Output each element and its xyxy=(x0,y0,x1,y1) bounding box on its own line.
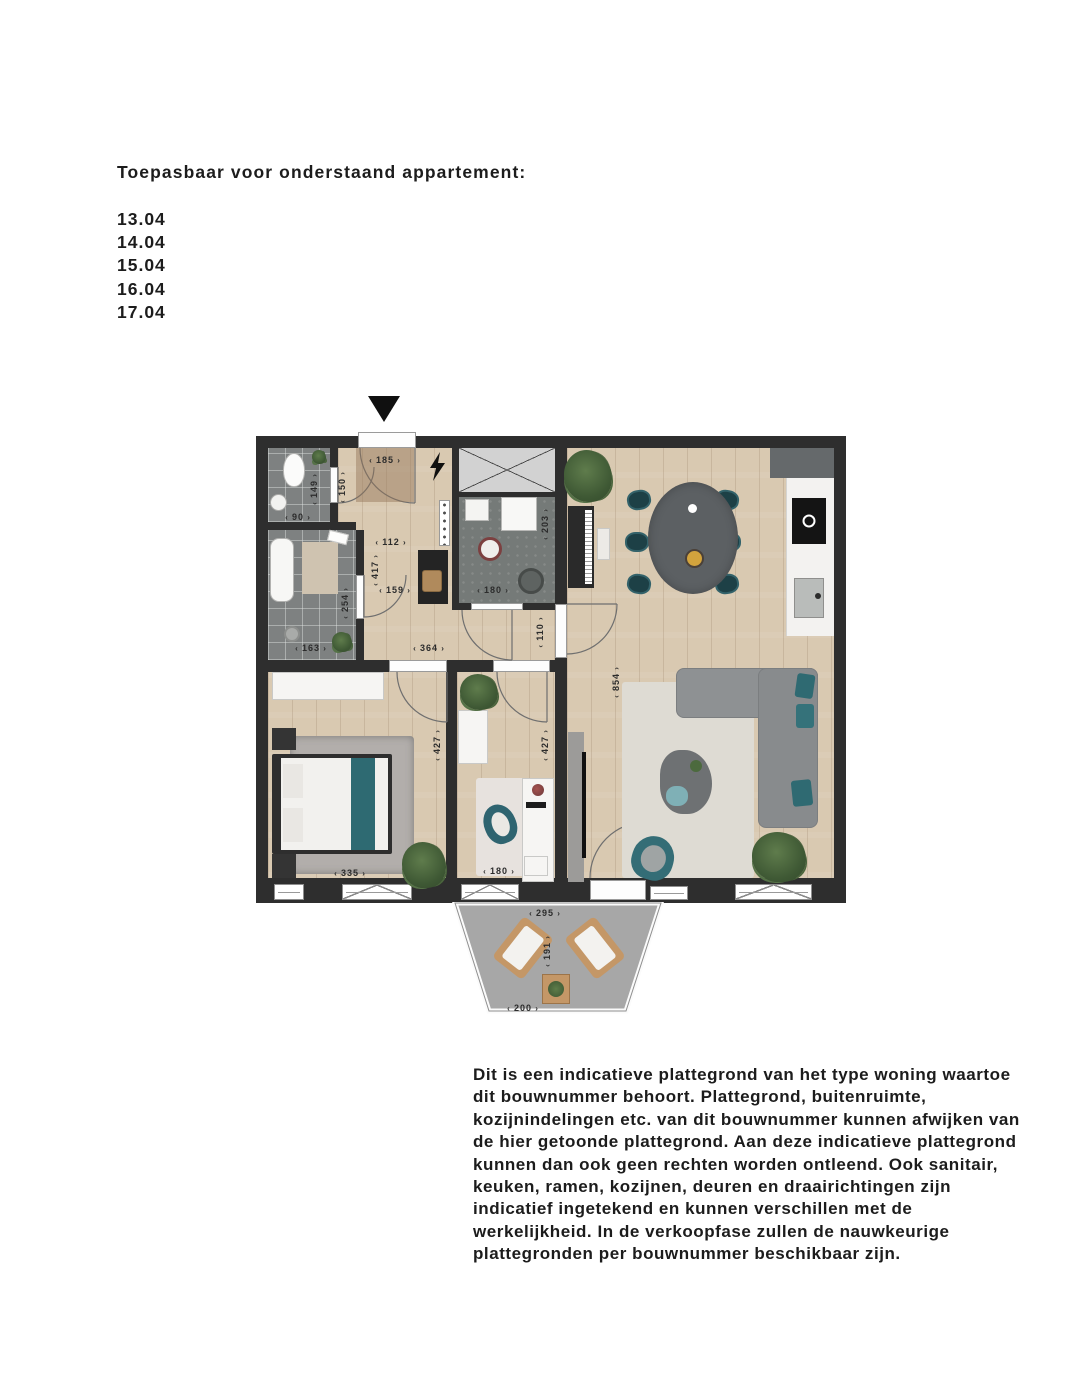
balcony-table xyxy=(542,974,570,1004)
dim-toilet-width: ‹ 90 › xyxy=(285,512,311,522)
wall xyxy=(356,530,364,575)
apartment-number-list xyxy=(117,208,166,324)
dim-living-doorway: ‹ 110 › xyxy=(535,616,545,647)
dim-hall-depth: ‹ 417 › xyxy=(370,554,380,586)
dim-bedroom-depth: ‹ 427 › xyxy=(432,729,442,761)
wall xyxy=(268,660,389,672)
dim-study-width: ‹ 180 › xyxy=(483,866,515,876)
dim-balcony-depth: ‹ 191 › xyxy=(542,935,552,967)
cooktop-dial xyxy=(803,515,816,528)
dim-utility-depth: ‹ 203 › xyxy=(540,508,550,540)
toilet xyxy=(283,453,305,487)
living-window xyxy=(650,886,688,900)
dim-entrance-width: ‹ 185 › xyxy=(369,455,401,465)
drawer-unit xyxy=(524,856,548,876)
piano-bench xyxy=(597,528,610,560)
utility-door-swing xyxy=(462,610,512,660)
dim-bathroom-depth: ‹ 254 › xyxy=(340,587,350,619)
piano xyxy=(568,506,594,588)
plant xyxy=(564,450,612,502)
dining-chair xyxy=(625,532,649,552)
dim-balcony-width-bottom: ‹ 200 › xyxy=(507,1003,539,1013)
entrance-arrow-icon xyxy=(368,396,400,422)
living-door-swing xyxy=(567,604,617,654)
dim-utility-width: ‹ 180 › xyxy=(477,585,509,595)
apartment-number: 17.04 xyxy=(117,301,166,322)
hall-radiator xyxy=(439,500,450,546)
plant xyxy=(752,832,806,882)
living-window-folding xyxy=(735,884,812,900)
plant xyxy=(312,450,326,464)
plant xyxy=(460,674,498,710)
wardrobe xyxy=(272,672,384,700)
study-door-swing xyxy=(497,672,547,722)
cooktop xyxy=(792,498,826,544)
monitor xyxy=(526,802,546,808)
wall xyxy=(523,603,555,610)
bedroom-window-folding xyxy=(342,884,412,900)
desk-flowers xyxy=(532,784,544,796)
balcony xyxy=(440,902,680,1014)
nightstand xyxy=(272,854,296,878)
table-plant xyxy=(690,760,702,772)
dryer xyxy=(501,497,537,531)
fruit-bowl xyxy=(685,549,704,568)
dim-hall-width-mid: ‹ 159 › xyxy=(379,585,411,595)
bath-mat xyxy=(302,542,338,594)
bedroom-door-frame xyxy=(389,660,447,672)
sofa-pillow xyxy=(794,673,815,699)
page-title: Toepasbaar voor onderstaand appartement: xyxy=(117,162,527,182)
bedroom-door-swing xyxy=(397,672,447,722)
plant xyxy=(402,842,446,888)
study-door-frame xyxy=(493,660,550,672)
basket xyxy=(422,570,442,592)
armchair-cushion xyxy=(638,842,669,875)
wall xyxy=(452,448,459,610)
wall xyxy=(447,660,493,672)
bathtub xyxy=(270,538,294,602)
tv xyxy=(582,752,586,858)
dim-hall-width-top: ‹ 112 › xyxy=(375,537,406,547)
study-panel xyxy=(458,710,488,764)
balcony-plant xyxy=(548,981,564,997)
living-door-frame xyxy=(555,604,567,658)
study-window-folding xyxy=(461,884,519,900)
utility-door-frame xyxy=(471,603,523,610)
dim-bedroom-width: ‹ 335 › xyxy=(334,868,366,878)
bed xyxy=(272,754,392,854)
dim-bathroom-width: ‹ 163 › xyxy=(295,643,327,653)
wall xyxy=(555,658,567,878)
dim-hall-entry-depth: ‹ 150 › xyxy=(337,471,347,503)
cup xyxy=(688,504,697,513)
disclaimer-text: Dit is een indicatieve plattegrond van het type woning waartoe dit bouwnummer behoort. Plattegrond, buitenruimte, kozijnindelingen etc. van dit bouwnummer kunnen afwijken van de hier getoonde plattegrond. Aan deze indicatieve plattegrond kunnen dan ook geen rechten worden ontleend. Ook sanitair, keuken, ramen, kozijnen, deuren en draairichtingen zijn indicatief ingetekend en kunnen verschillen met de werkelijkheid. In de verkoopfase zullen de nauwkeurige plattegronden per bouwnummer beschikbaar zijn. xyxy=(473,1065,1020,1264)
kitchen-sink xyxy=(794,578,824,618)
wall xyxy=(330,448,338,467)
coffee-table-cushions xyxy=(666,786,688,806)
balcony-door-frame xyxy=(590,880,646,900)
bathroom-door-frame xyxy=(356,575,364,619)
vacuum-cleaner xyxy=(478,537,502,561)
shower-head xyxy=(284,626,300,642)
bedroom-window xyxy=(274,884,304,900)
dim-balcony-width-top: ‹ 295 › xyxy=(529,908,561,918)
floor-plan xyxy=(256,436,846,1013)
nightstand xyxy=(272,728,296,750)
dim-hall-width-bottom: ‹ 364 › xyxy=(413,643,445,653)
wall xyxy=(446,672,457,878)
dim-living-depth: ‹ 854 › xyxy=(611,666,621,698)
sofa-pillow xyxy=(796,704,814,728)
desk-chair-cushion xyxy=(488,810,513,840)
dining-table xyxy=(648,482,738,594)
plant xyxy=(332,632,352,652)
dim-toilet-depth: ‹ 149 › xyxy=(309,473,319,505)
coffee-table xyxy=(660,750,712,814)
piano-keys xyxy=(585,510,592,584)
boiler xyxy=(518,568,544,594)
washing-machine xyxy=(465,499,489,521)
kitchen-tall-cabinet xyxy=(770,448,834,478)
shaft-box xyxy=(459,448,555,492)
apartment-number: 15.04 xyxy=(117,255,166,276)
entrance-door-frame xyxy=(358,432,416,448)
faucet xyxy=(815,593,821,599)
sofa-pillow xyxy=(791,779,814,807)
wall xyxy=(268,522,356,530)
dim-study-depth: ‹ 427 › xyxy=(540,729,550,761)
apartment-number: 16.04 xyxy=(117,278,166,299)
north-arrow-icon xyxy=(428,452,448,482)
apartment-number: 14.04 xyxy=(117,232,166,253)
wall xyxy=(550,660,567,672)
wall xyxy=(459,603,471,610)
apartment-number: 13.04 xyxy=(117,209,166,229)
toilet-sink xyxy=(270,494,287,511)
